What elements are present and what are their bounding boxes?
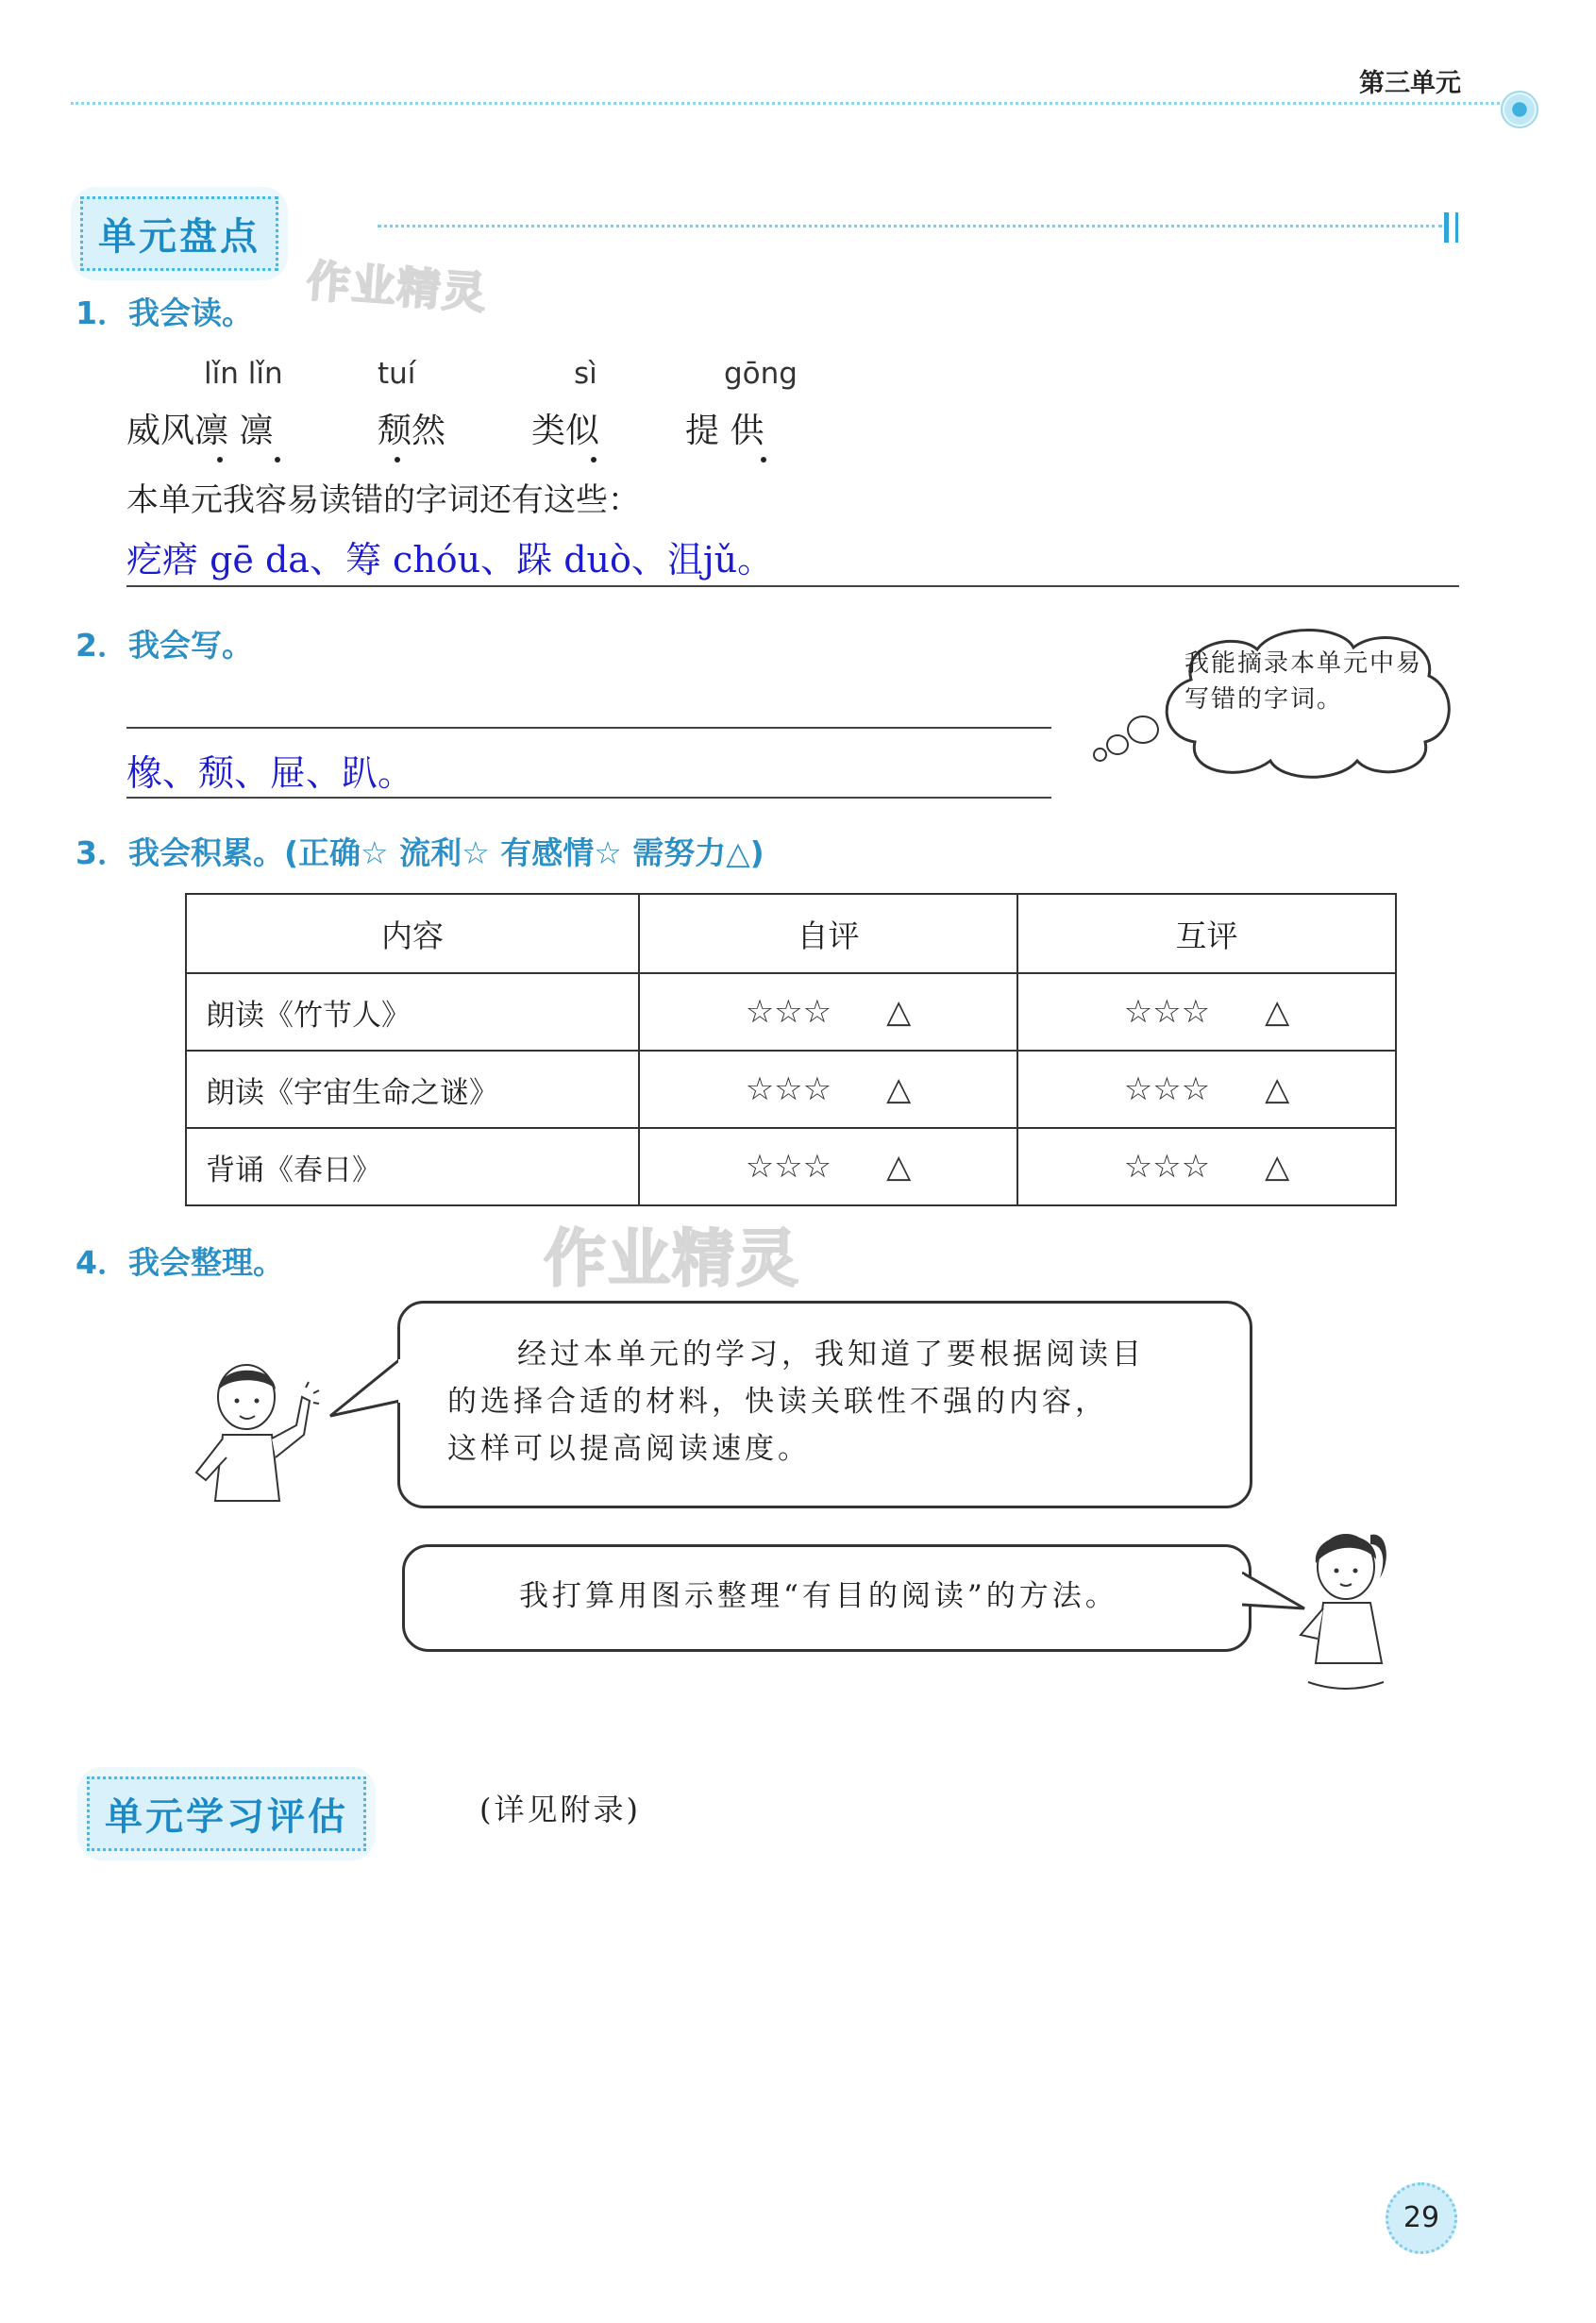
star-icons: ☆☆☆	[1123, 1148, 1211, 1186]
table-row	[186, 1051, 1396, 1128]
table-header-row	[186, 894, 1396, 973]
girl-illustration	[1289, 1522, 1412, 1701]
section-banner-unit-review	[71, 187, 288, 280]
star-icons: ☆☆☆	[745, 1070, 832, 1108]
appendix-note: (详见附录)	[479, 1792, 641, 1827]
emphasis-dot	[217, 457, 223, 463]
row-content: 背诵《春日》	[186, 1128, 639, 1205]
word-2: 颓然	[378, 412, 446, 450]
answer-line	[126, 585, 1459, 587]
word-4: 提 供	[685, 412, 764, 450]
section-banner-unit-assessment	[77, 1767, 376, 1860]
row-content: 朗读《竹节人》	[186, 973, 639, 1051]
self-rating[interactable]	[639, 973, 1017, 1051]
peer-rating[interactable]	[1017, 1051, 1396, 1128]
pinyin-4: gōng	[724, 357, 798, 391]
self-evaluation-table	[185, 893, 1397, 1206]
bubble-boy-line-3: 这样可以提高阅读速度。	[447, 1432, 811, 1466]
question-1-heading: 1．我会读。	[76, 295, 253, 331]
watermark: 作业精灵	[305, 255, 490, 319]
triangle-icon: △	[1265, 993, 1290, 1031]
triangle-icon: △	[886, 993, 912, 1031]
bubble-boy-line-1: 经过本单元的学习，我知道了要根据阅读目	[517, 1338, 1145, 1372]
banner-end-mark	[1455, 212, 1458, 243]
banner-title: 单元学习评估	[87, 1776, 366, 1851]
self-rating[interactable]	[639, 1128, 1017, 1205]
watermark: 作业精灵	[544, 1222, 800, 1295]
cloud-puff	[1127, 715, 1159, 744]
triangle-icon: △	[886, 1148, 912, 1186]
answer-line	[126, 797, 1051, 799]
question-2-answer: 橡、颓、屉、趴。	[126, 752, 414, 794]
cloud-puff	[1093, 748, 1107, 762]
question-4-heading: 4．我会整理。	[76, 1244, 284, 1281]
table-row	[186, 973, 1396, 1051]
bubble-boy-line-2: 的选择合适的材料，快读关联性不强的内容，	[447, 1385, 1108, 1419]
pinyin-2: tuí	[378, 357, 416, 391]
pinyin-3: sì	[574, 357, 597, 391]
banner-title: 单元盘点	[80, 196, 278, 271]
star-icons: ☆☆☆	[1123, 1070, 1211, 1108]
column-header-peer: 互评	[1017, 894, 1396, 973]
emphasis-dot	[591, 457, 596, 463]
page-number: 29	[1386, 2182, 1457, 2254]
star-icons: ☆☆☆	[1123, 993, 1211, 1031]
bubble-tail	[327, 1359, 402, 1425]
question-2-heading: 2．我会写。	[76, 627, 253, 664]
triangle-icon: △	[886, 1070, 912, 1108]
row-content: 朗读《宇宙生命之谜》	[186, 1051, 639, 1128]
header-divider	[71, 102, 1505, 105]
question-1-prompt: 本单元我容易读错的字词还有这些：	[126, 481, 640, 519]
word-3: 类似	[531, 412, 600, 450]
triangle-icon: △	[1265, 1148, 1290, 1186]
emphasis-dot	[275, 457, 280, 463]
star-icons: ☆☆☆	[745, 1148, 832, 1186]
cloud-puff	[1106, 734, 1129, 755]
emphasis-dot	[395, 457, 400, 463]
peer-rating[interactable]	[1017, 1128, 1396, 1205]
question-1-answer: 疙瘩 gē da、筹 chóu、跺 duò、沮jǔ。	[126, 539, 774, 581]
boy-illustration	[185, 1359, 327, 1548]
pinyin-1: lǐn lǐn	[204, 357, 283, 391]
banner-dotted-line	[378, 225, 1442, 227]
banner-end-mark	[1444, 212, 1449, 243]
column-header-content: 内容	[186, 894, 639, 973]
triangle-icon: △	[1265, 1070, 1290, 1108]
emphasis-dot	[761, 457, 766, 463]
word-1: 威风凛 凛	[126, 412, 274, 450]
bubble-girl-text: 我打算用图示整理“有目的阅读”的方法。	[519, 1579, 1118, 1613]
unit-label: 第三单元	[1359, 69, 1461, 98]
cloud-text: 我能摘录本单元中易写错的字词。	[1184, 649, 1423, 714]
header-circle-ornament	[1501, 91, 1538, 128]
column-header-self: 自评	[639, 894, 1017, 973]
answer-line	[126, 727, 1051, 729]
peer-rating[interactable]	[1017, 973, 1396, 1051]
self-rating[interactable]	[639, 1051, 1017, 1128]
star-icons: ☆☆☆	[745, 993, 832, 1031]
table-row	[186, 1128, 1396, 1205]
question-3-heading: 3．我会积累。(正确☆ 流利☆ 有感情☆ 需努力△)	[76, 834, 764, 871]
